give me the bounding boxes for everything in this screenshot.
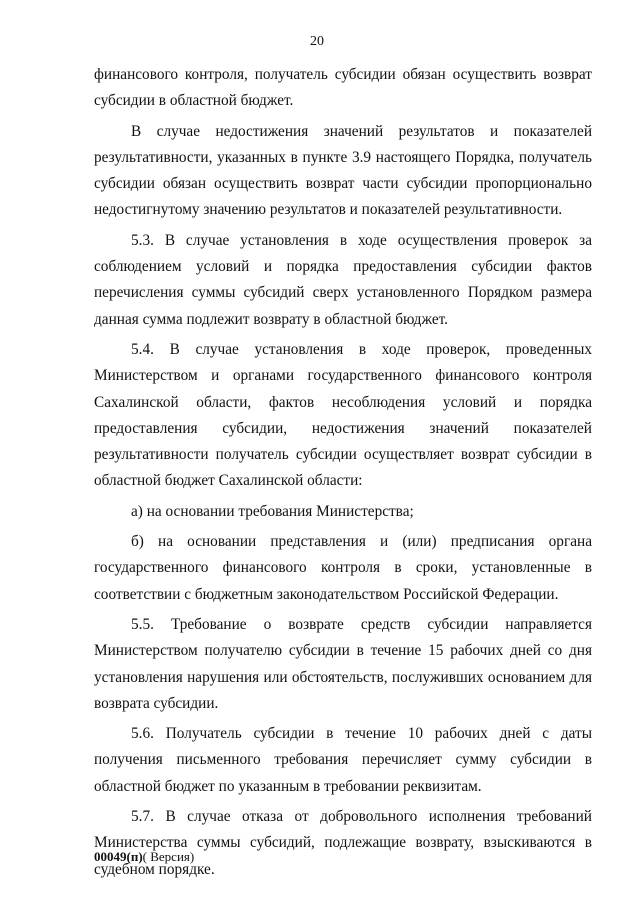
footer-code: 00049(п) bbox=[94, 849, 143, 864]
page-number: 20 bbox=[310, 34, 324, 49]
paragraph-5-7: 5.7. В случае отказа от добровольного исполнения требований Министерства суммы субсидий, подлежащие возврату, взыскиваются в судебном порядке. bbox=[94, 808, 592, 878]
paragraph-5-3: 5.3. В случае установления в ходе осуществления проверок за соблюдением условий и порядка предоставления субсидии фактов перечисления суммы субсидий сверх установленного Порядком размера данная сумма подлежит возврату в областной бюджет. bbox=[94, 231, 592, 328]
paragraph-continuation: финансового контроля, получатель субсидии обязан осуществить возврат субсидии в областной бюджет. bbox=[94, 66, 592, 110]
paragraph-non-achievement: В случае недостижения значений результатов и показателей результативности, указанных в пункте 3.9 настоящего Порядка, получатель субсидии обязан осуществить возврат части субсидии пропорционально недостигнутому значению результатов и показателей результативности. bbox=[94, 122, 592, 219]
footer-version: ( Версия) bbox=[142, 849, 195, 864]
document-footer bbox=[94, 849, 194, 865]
paragraph-5-4-a: а) на основании требования Министерства; bbox=[131, 502, 414, 520]
paragraph-5-6: 5.6. Получатель субсидии в течение 10 рабочих дней с даты получения письменного требования перечисляет сумму субсидии в областной бюджет по указанным в требовании реквизитам. bbox=[94, 725, 592, 795]
document-body bbox=[94, 62, 592, 887]
paragraph-5-4: 5.4. В случае установления в ходе проверок, проведенных Министерством и органами государственного финансового контроля Сахалинской области, фактов несоблюдения условий и порядка предоставления субсидии, недостижения значений показателей результативности получатель субсидии осуществляет возврат субсидии в областной бюджет Сахалинской области: bbox=[94, 340, 592, 490]
paragraph-5-4-b: б) на основании представления и (или) предписания органа государственного финансового контроля в сроки, установленные в соответствии с бюджетным законодательством Российской Федерации. bbox=[94, 533, 592, 603]
paragraph-5-5: 5.5. Требование о возврате средств субсидии направляется Министерством получателю субсидии в течение 15 рабочих дней со дня установления нарушения или обстоятельств, послуживших основанием для возврата субсидии. bbox=[94, 615, 592, 712]
